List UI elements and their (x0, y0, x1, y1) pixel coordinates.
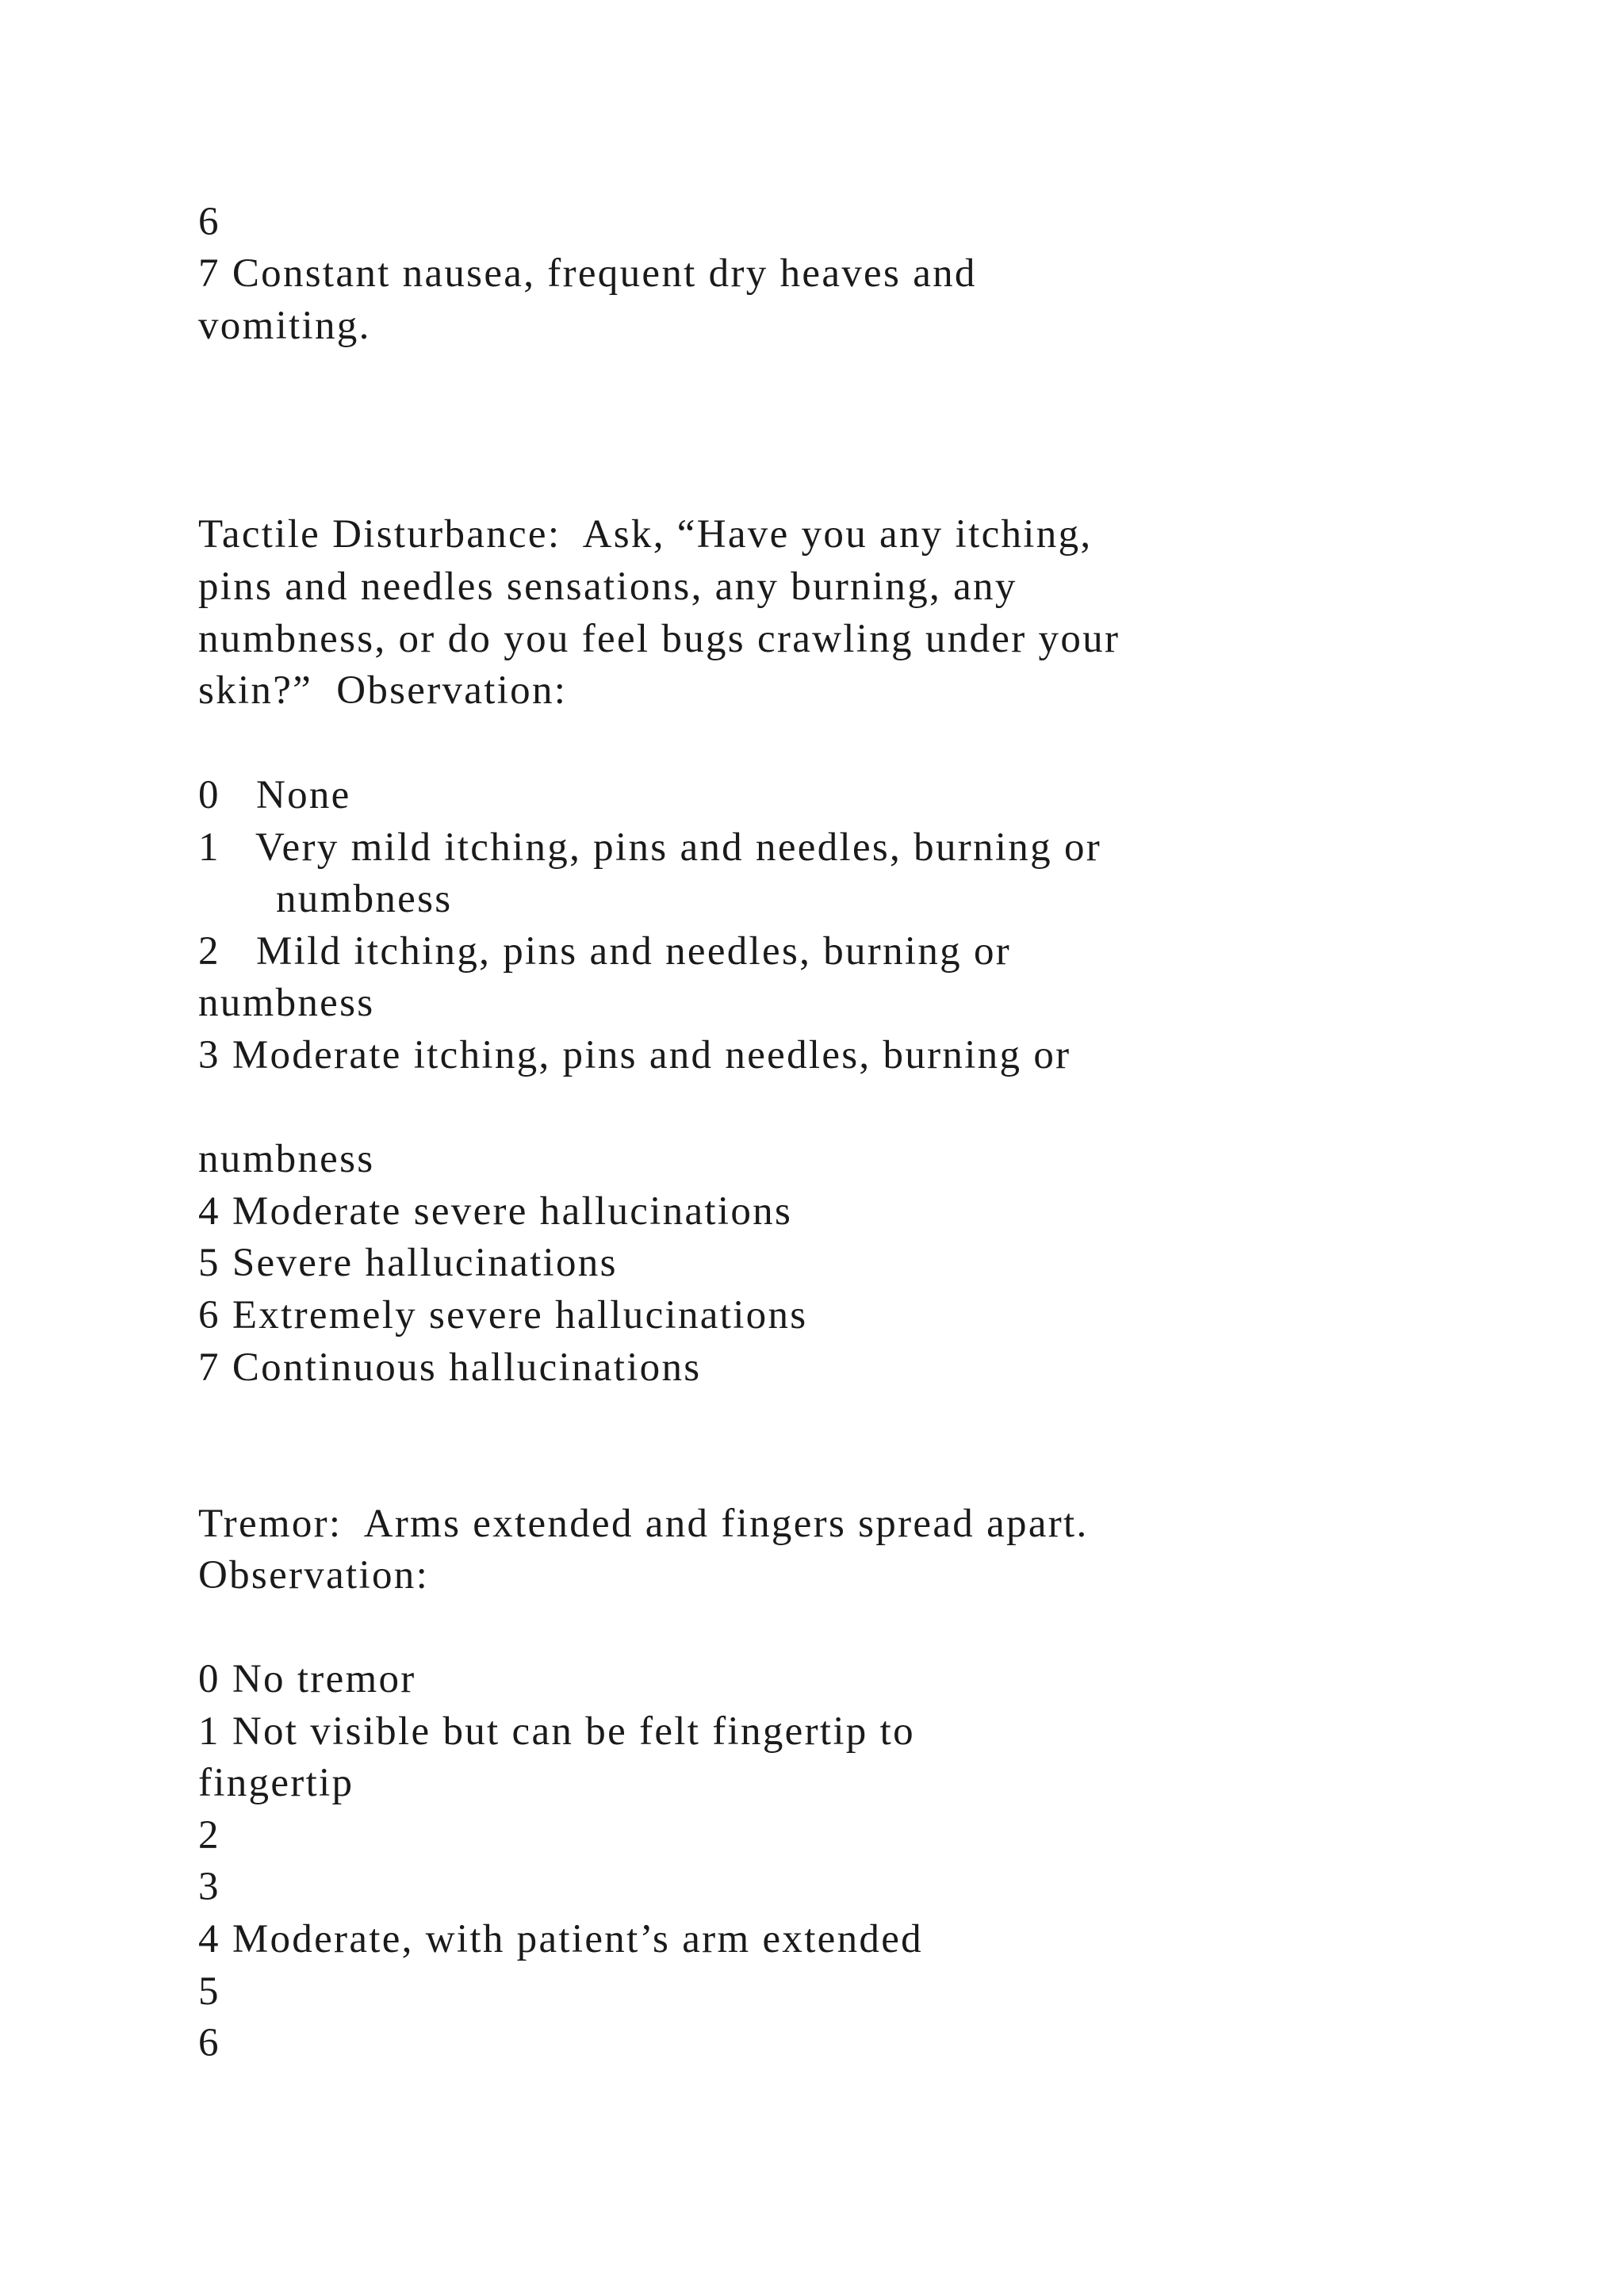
list-item: 2 Mild itching, pins and needles, burning or (198, 929, 1012, 974)
text-line: skin?” Observation: (198, 668, 568, 713)
list-item-continuation: numbness (276, 877, 453, 921)
list-item-continuation: numbness (198, 981, 375, 1025)
text-line: vomiting. (198, 304, 371, 348)
list-item: 4 Moderate, with patient’s arm extended (198, 1917, 923, 1961)
text-line: Observation: (198, 1553, 430, 1598)
list-item: 5 (198, 1969, 220, 2014)
list-item: 1 Not visible but can be felt fingertip to (198, 1709, 915, 1754)
list-item: 1 Very mild itching, pins and needles, burning or (198, 825, 1102, 870)
section-heading-tactile: Tactile Disturbance: Ask, “Have you any itching, (198, 512, 1093, 557)
list-item-continuation: fingertip (198, 1761, 354, 1805)
section-heading-tremor: Tremor: Arms extended and fingers spread apart. (198, 1502, 1089, 1546)
list-item: 6 Extremely severe hallucinations (198, 1293, 808, 1337)
list-item-continuation: numbness (198, 1137, 375, 1181)
text-line: 7 Constant nausea, frequent dry heaves and (198, 251, 977, 296)
text-line: 6 (198, 200, 220, 244)
list-item: 3 Moderate itching, pins and needles, burning or (198, 1033, 1071, 1077)
list-item: 0 None (198, 773, 351, 817)
text-line: pins and needles sensations, any burning, any (198, 564, 1017, 609)
list-item: 0 No tremor (198, 1657, 416, 1701)
list-item: 3 (198, 1865, 220, 1909)
list-item: 7 Continuous hallucinations (198, 1345, 702, 1390)
list-item: 5 Severe hallucinations (198, 1241, 618, 1285)
text-line: numbness, or do you feel bugs crawling under your (198, 617, 1120, 661)
list-item: 6 (198, 2021, 220, 2065)
list-item: 2 (198, 1813, 220, 1858)
list-item: 4 Moderate severe hallucinations (198, 1189, 793, 1234)
